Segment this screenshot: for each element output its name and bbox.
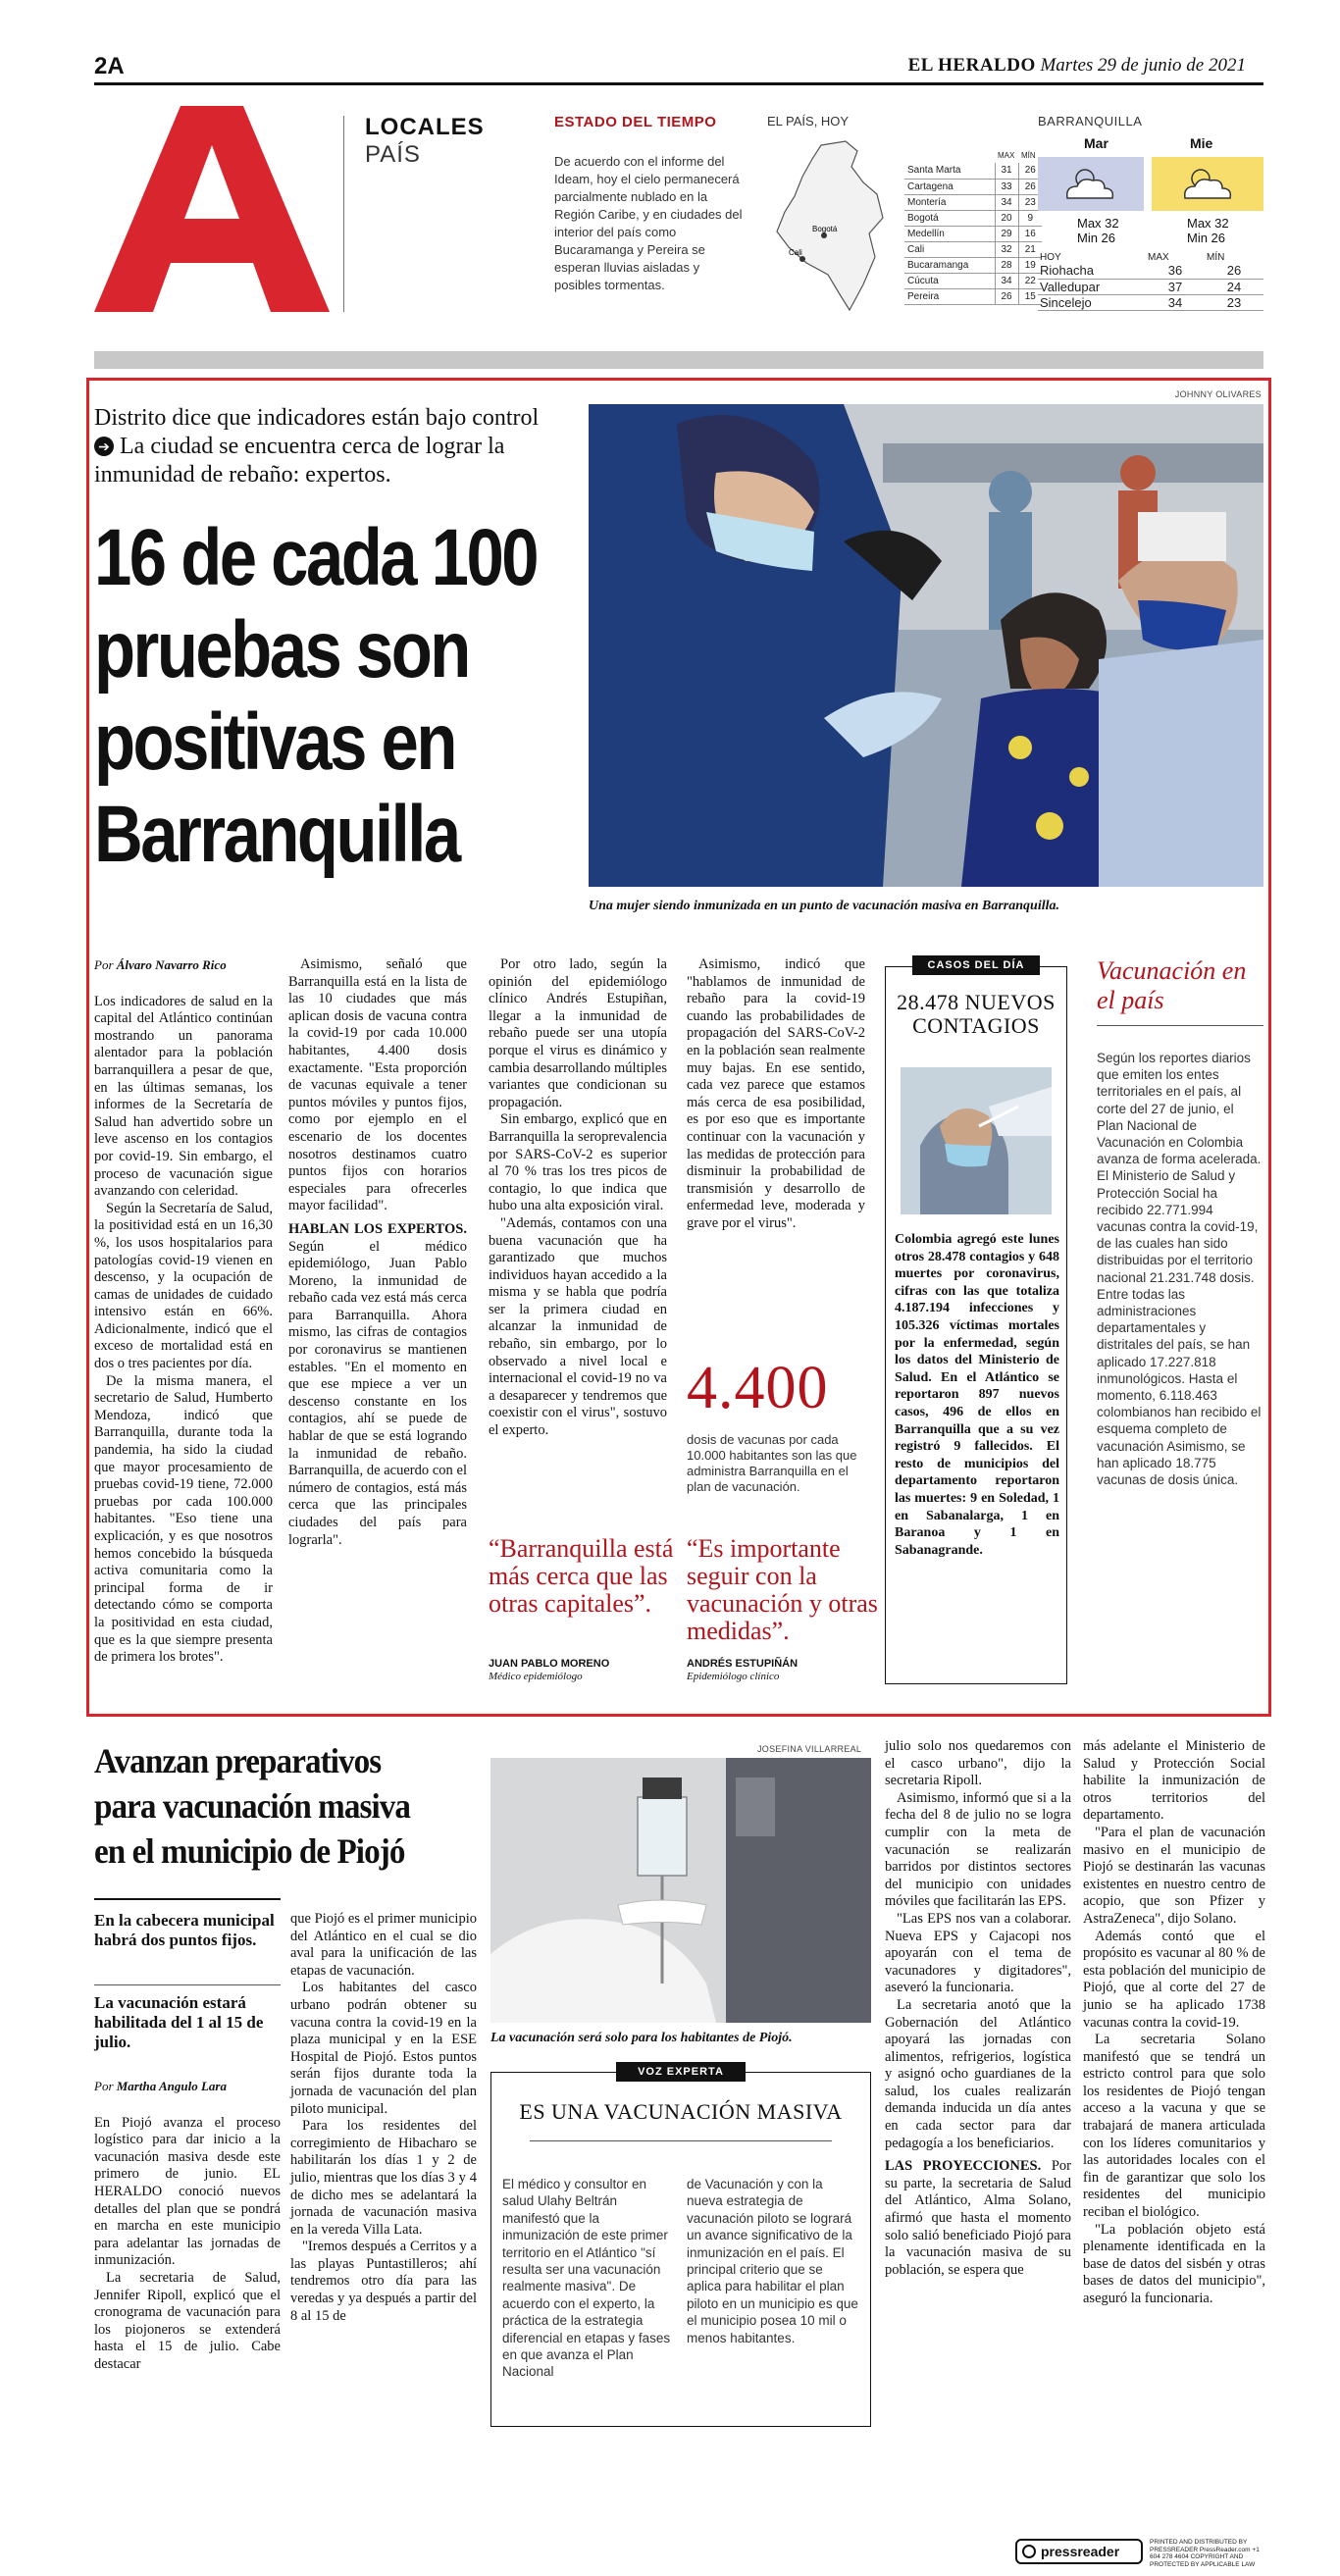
byline-prefix: Por	[94, 957, 114, 972]
byline	[94, 956, 273, 974]
day2-max: Max 32	[1187, 216, 1229, 231]
paragraph-lead: HABLAN LOS EXPERTOS.	[288, 1220, 467, 1237]
city-max: 37	[1146, 279, 1205, 294]
map-label-cali: Cali	[789, 248, 802, 257]
regional-weather-table	[1038, 251, 1263, 311]
city-min: 23	[1018, 194, 1042, 210]
table-row	[904, 257, 1042, 273]
day2-min: Min 26	[1187, 231, 1226, 245]
city-name: Cartagena	[904, 179, 995, 194]
paragraph: Los indicadores de salud en la capital del Atlántico continúan mostrando un panorama alentador para la población barranquillera a pesar de que, en las últimas semanas, los informes de la Secretaría de Salud han advertido sobre un leve ascenso en los contagios por covid-19. Sin embargo, el proceso de vacunación sigue avanzando con celeridad.	[94, 993, 273, 1200]
cases-box-text: Colombia agregó este lunes otros 28.478 contagios y 648 muertes por coronavirus, cifras con las que totaliza 4.187.194 infecciones y 105.326 víctimas mortales por la enfermedad, según los datos del Ministerio de Salud. En el Atlántico se reportaron 897 nuevos casos, 496 de ellos en Barranquilla que a su vez registró 9 fallecidos. El resto de municipios del departamento reportaron las muertes: 9 en Soledad, 1 en Sabanalarga, 1 en Baranoa y 1 en Sabanagrande.	[895, 1232, 1059, 1558]
table-row	[904, 194, 1042, 210]
footer-fine-print: PRINTED AND DISTRIBUTED BY PRESSREADER PressReader.com +1 604 278 4604 COPYRIGHT AND PROTECTED BY APPLICABLE LAW	[1150, 2539, 1260, 2568]
photo-credit: JOHNNY OLIVARES	[1174, 389, 1262, 399]
city-name: Cali	[904, 241, 995, 257]
expert-box-tag: VOZ EXPERTA	[616, 2062, 746, 2082]
paragraph: La secretaria de Salud, Jennifer Ripoll, explicó que el cronograma de vacunación para los piojoneros se extenderá hasta el 15 de julio. Cabe destacar	[94, 2269, 281, 2372]
paragraph: Asimismo, informó que si a la fecha del 8 de julio no se logra cumplir con la meta de vacunación se realizarán barridos por distintos sectores del municipio con unidades móviles que facilitarán las EPS.	[885, 1789, 1071, 1910]
paragraph: La secretaria Solano manifestó que se tendrá un estricto control para que solo los residentes de Piojó tengan acceso a la vacuna y que se trabajará de manera articulada con los líderes comunitarios y las autoridades locales con el fin de garantizar que solo los residentes del municipio reciban el biológico.	[1083, 2032, 1265, 2221]
city-min: 15	[1018, 288, 1042, 304]
section-letter-logo	[94, 106, 330, 312]
test-swab-photo	[901, 1067, 1052, 1214]
section-subname: PAÍS	[365, 141, 421, 168]
sidebar-text: Según los reportes diarios que emiten los entes territoriales en el país, al corte del 27 de junio, el Plan Nacional de Vacunación en Colombia avanza de forma acelerada. El Ministerio de Salud y Protección Social ha recibido 22.771.994 vacunas contra la covid-19, de las cuales han sido distribuidas por el territorio nacional 21.231.748 dosis. Entre todas las administraciones departamentales y distritales del país, se han aplicado 17.227.818 inmunológicos. Hasta el momento, 6.118.463 colombianos han recibido el esquema completo de vacunación Asimismo, se han aplicado 18.775 vacunas de dosis única.	[1097, 1051, 1262, 1488]
photo-credit: JOSEFINA VILLARREAL	[757, 1744, 862, 1754]
city-min: 24	[1205, 279, 1263, 294]
table-row	[1038, 279, 1263, 294]
city-min: 9	[1018, 210, 1042, 226]
city-weather-table	[904, 147, 1042, 305]
article-column	[94, 956, 273, 1667]
subhead-rule	[94, 1984, 281, 1985]
city-name: Sincelejo	[1038, 294, 1146, 310]
city-max: 29	[995, 226, 1018, 241]
paragraph	[288, 1221, 467, 1549]
city-min: 16	[1018, 226, 1042, 241]
subhead-rule	[94, 1898, 281, 1900]
quote-author: JUAN PABLO MORENO	[489, 1658, 610, 1670]
min-header: MÍN	[1021, 150, 1036, 160]
city-max: 31	[995, 163, 1018, 179]
expert-box-rule	[530, 2140, 832, 2141]
table-row	[904, 273, 1042, 288]
day1-min: Min 26	[1077, 231, 1116, 245]
paragraph: Sin embargo, explicó que en Barranquilla la seroprevalencia por SARS-CoV-2 es superior al 70 % tras los tres picos de contagio, lo que indica que hubo una alta exposición viral.	[489, 1111, 667, 1214]
top-rule	[94, 82, 1263, 85]
paragraph-lead: LAS PROYECCIONES.	[885, 2158, 1042, 2175]
colombia-map	[767, 137, 904, 314]
article-column	[489, 956, 667, 1440]
day1-max: Max 32	[1077, 216, 1119, 231]
city-name: Bucaramanga	[904, 257, 995, 273]
city-max: 28	[995, 257, 1018, 273]
article-column	[885, 1738, 1071, 2279]
vaccine-vial-photo	[490, 1758, 871, 2023]
page-number: 2A	[94, 53, 125, 79]
headline-line: 16 de cada 100	[94, 513, 538, 602]
barranquilla-weather-title: BARRANQUILLA	[1038, 114, 1143, 129]
pressreader-icon	[1022, 2545, 1036, 2558]
highlight-number-text: dosis de vacunas por cada 10.000 habitantes son las que administra Barranquilla en el plan de vacunación.	[687, 1432, 857, 1494]
weather-text: De acuerdo con el informe del Ideam, hoy el cielo permanecerá parcialmente nublado en la Región Caribe, y en ciudades del interior del país como Bucaramanga y Pereira se esperan lluvias aisladas y posibles tormentas.	[554, 154, 743, 292]
day1-weather-box	[1038, 157, 1144, 211]
map-label-bogota: Bogotá	[812, 225, 838, 233]
section-name: LOCALES	[365, 114, 485, 140]
pull-quote: “Barranquilla está más cerca que las otras capitales”.	[489, 1534, 674, 1618]
arrow-right-icon: ➔	[94, 437, 114, 456]
subhead: La vacunación estará habilitada del 1 al 15 de julio.	[94, 1993, 264, 2051]
city-min: 22	[1018, 273, 1042, 288]
expert-box-title: ES UNA VACUNACIÓN MASIVA	[519, 2099, 843, 2124]
partly-cloudy-icon	[1152, 157, 1263, 211]
city-name: Santa Marta	[904, 163, 995, 179]
city-max: 33	[995, 179, 1018, 194]
city-max: 32	[995, 241, 1018, 257]
city-min: 26	[1018, 163, 1042, 179]
city-max: 34	[995, 194, 1018, 210]
paragraph: Asimismo, señaló que Barranquilla está en la lista de las 10 ciudades que más aplican dosis de vacuna contra la covid-19 por cada 10.000 habitantes, 4.400 dosis exactamente. "Esta proporción de vacunas equivale a tener puntos móviles y puntos fijos, como por ejemplo en el escenario de los docentes nosotros destinamos cuatro puntos fijos con horarios especiales para ofrecerles mayor facilidad".	[288, 956, 467, 1214]
city-min: 26	[1205, 263, 1263, 279]
article-column	[288, 956, 467, 1549]
hoy-header: HOY	[1040, 251, 1061, 263]
paragraph: "Las EPS nos van a colaborar. Nueva EPS y Cajacopi nos apoyarán con el tema de vacunadores y digitadores", aseveró la funcionaria.	[885, 1910, 1071, 1996]
paragraph: Para los residentes del corregimiento de Hibacharo se habilitarán los días 1 y 2 de julio, mientras que los días 3 y 4 de dicho mes se adelantará la jornada de vacunación masiva en la vereda Villa Lata.	[290, 2118, 477, 2238]
paper-name: EL HERALDO	[907, 55, 1036, 76]
subhead: En la cabecera municipal habrá dos puntos fijos.	[94, 1911, 275, 1949]
kicker-lead: Distrito dice que indicadores están bajo control	[94, 405, 540, 431]
pressreader-logo[interactable]: pressreader	[1015, 2539, 1143, 2564]
paragraph-text: Por su parte, la secretaria de Salud del Atlántico, Alma Solano, afirmó que hasta el momento solo salió beneficiado Piojó para la vacunación masiva de su población, se espera que	[885, 2158, 1071, 2278]
city-min: 21	[1018, 241, 1042, 257]
paragraph: De la misma manera, el secretario de Salud, Humberto Mendoza, indicó que Barranquilla, durante toda la pandemia, ha sido la ciudad que mayor procesamiento de pruebas covid-19 tiene, 72.000 pruebas por cada 100.000 habitantes. "Eso tiene una explicación, y es que nosotros hemos concebido la búsqueda activa comunitaria como la principal forma de ir detectando cómo se comporta la positividad en esta ciudad, que es la que siempre presenta de primera los brotes".	[94, 1372, 273, 1666]
city-name: Valledupar	[1038, 279, 1146, 294]
headline-line: positivas en	[94, 697, 455, 787]
table-row	[904, 288, 1042, 304]
city-name: Montería	[904, 194, 995, 210]
max-header: MAX	[998, 150, 1015, 160]
city-min: 19	[1018, 257, 1042, 273]
city-max: 34	[995, 273, 1018, 288]
paragraph: julio solo nos quedaremos con el casco urbano", dijo la secretaria Ripoll.	[885, 1738, 1071, 1789]
article-column	[290, 1911, 477, 2325]
table-row	[1038, 263, 1263, 279]
headline-line: para vacunación masiva	[94, 1786, 411, 1826]
city-min: 26	[1018, 179, 1042, 194]
section-divider-bar	[94, 351, 1263, 369]
kicker-text: La ciudad se encuentra cerca de lograr la inmunidad de rebaño: expertos.	[94, 434, 505, 488]
table-row	[904, 226, 1042, 241]
byline-author: Álvaro Navarro Rico	[116, 957, 227, 972]
country-weather-title: EL PAÍS, HOY	[767, 114, 850, 129]
expert-box-text: de Vacunación y con la nueva estrategia de vacunación piloto se logrará un avance significativo de la inmunización en el país. El principal criterio que se aplica para habilitar el plan piloto en un municipio es que el municipio posea 10 mil o menos habitantes.	[687, 2177, 858, 2345]
city-name: Pereira	[904, 288, 995, 304]
cases-box-tag: CASOS DEL DÍA	[912, 955, 1040, 975]
paragraph	[885, 2158, 1071, 2279]
vaccination-photo	[589, 404, 1263, 887]
quote-author-role: Médico epidemiólogo	[489, 1671, 583, 1682]
paragraph-text: Según el médico epidemiólogo, Juan Pablo Moreno, la inmunidad de rebaño cada vez está más cerca para Barranquilla. Ahora mismo, las cifras de contagios por coronavirus se mantienen estables. "En el momento en que ese mpiece a ver un descenso constante en los contagios, ahí se puede de hablar de que se está logrando la inmunidad de rebaño. Barranquilla, de acuerdo con el número de contagios, está más cerca que las principales ciudades del país para lograrla".	[288, 1238, 467, 1548]
city-min: 23	[1205, 294, 1263, 310]
story-kicker	[94, 404, 555, 489]
paragraph: La secretaria anotó que la Gobernación del Atlántico apoyará las jornadas con alimentos, refrigerios, logística y asignó ocho guardianes de la salud, los cuales realizarán demanda inducida un día antes en cada sector para dar pedagogía a los beneficiarios.	[885, 1996, 1071, 2151]
max-header: MAX	[1148, 251, 1169, 263]
paragraph: "Iremos después a Cerritos y a las playas Puntastilleros; ahí tendremos otro día para las veredas y ya después a partir del 8 al 15 de	[290, 2239, 477, 2324]
paragraph: Los habitantes del casco urbano podrán obtener su vacuna contra la covid-19 en la plaza municipal y en la ESE Hospital de Piojó. Estos puntos serán fijos durante toda la jornada de vacunación del plan piloto municipal.	[290, 1980, 477, 2117]
city-name: Riohacha	[1038, 263, 1146, 279]
paragraph: Según la Secretaría de Salud, la positividad está en un 16,30 %, los usos hospitalarios para patologías covid-19 vienen en descenso, y la ocupación de camas de unidades de cuidado intensivo están en 66%. Adicionalmente, indicó que el exceso de mortalidad está en dos o tres pacientes por día.	[94, 1200, 273, 1372]
weather-title: ESTADO DEL TIEMPO	[554, 114, 717, 130]
photo-caption: La vacunación será solo para los habitantes de Piojó.	[490, 2031, 793, 2045]
day1-label: Mar	[1084, 135, 1108, 151]
quote-author: ANDRÉS ESTUPIÑÁN	[687, 1658, 799, 1670]
paragraph: que Piojó es el primer municipio del Atlántico en el cual se dio aval para la unificación de las etapas de vacunación.	[290, 1911, 477, 1979]
city-name: Bogotá	[904, 210, 995, 226]
photo-caption: Una mujer siendo inmunizada en un punto de vacunación masiva en Barranquilla.	[589, 899, 1059, 913]
quote-author-role: Epidemiólogo clínico	[687, 1671, 780, 1682]
masthead	[908, 55, 1246, 77]
story-headline	[94, 512, 538, 881]
city-max: 26	[995, 288, 1018, 304]
city-max: 34	[1146, 294, 1205, 310]
headline-line: Barranquilla	[94, 790, 459, 879]
paragraph: "Para el plan de vacunación masivo en el municipio de Piojó se destinarán las vacunas existentes en nuestro centro de acopio, que son Pfizer y AstraZeneca", dijo Solano.	[1083, 1824, 1265, 1927]
city-max: 36	[1146, 263, 1205, 279]
table-row	[904, 241, 1042, 257]
paragraph: Asimismo, indicó que "hablamos de inmunidad de rebaño para la covid-19 cuando las probabilidades de propagación del SARS-CoV-2 en la población sean realmente muy bajas. En ese sentido, cada vez parece que estamos más cerca de esa posibilidad, es por eso que es importante continuar con la vacunación y las medidas de protección para disminuir la probabilidad de transmisión y desarrollo de enfermedad leve, moderada y grave por el virus".	[687, 956, 865, 1231]
story2-headline	[94, 1738, 455, 1874]
cloud-icon	[1038, 157, 1144, 211]
highlight-number: 4.400	[687, 1355, 829, 1421]
paragraph: "Además, contamos con una buena vacunación que ha garantizado que muchos individuos hayan accedido a la misma y se habla que podría ser la primera ciudad en alcanzar la inmunidad de rebaño, sin embargo, por lo observado a nivel local e internacional el covid-19 no va a desaparecer y tendremos que coexistir con el virus", sostuvo el experto.	[489, 1214, 667, 1439]
paragraph: Por otro lado, según la opinión del epidemiólogo clínico Andrés Estupiñan, llegar a la inmunidad de rebaño puede ser una utopía porque el virus es dinámico y cambia desarrollando múltiples variantes que condicionan su propagación.	[489, 956, 668, 1110]
article-column	[94, 2078, 281, 2374]
city-header	[904, 147, 995, 163]
table-row	[904, 179, 1042, 194]
table-row	[904, 163, 1042, 179]
headline-line: pruebas son	[94, 605, 469, 695]
issue-date: Martes 29 de junio de 2021	[1040, 55, 1246, 76]
byline-author: Martha Angulo Lara	[116, 2079, 227, 2093]
paragraph: En Piojó avanza el proceso logístico para dar inicio a la vacunación masiva desde este primero de junio. EL HERALDO conoció nuevos detalles del plan que se pondrá en marcha en este municipio para adelantar las jornadas de inmunización.	[94, 2114, 281, 2269]
table-row	[1038, 294, 1263, 310]
paragraph: más adelante el Ministerio de Salud y Protección Social habilite la inmunización de otros territorios del departamento.	[1083, 1738, 1265, 1824]
headline-line: en el municipio de Piojó	[94, 1831, 405, 1871]
article-column	[1083, 1738, 1265, 2308]
byline-prefix: Por	[94, 2079, 114, 2093]
sidebar-title: Vacunación en el país	[1097, 956, 1247, 1014]
pull-quote: “Es importante seguir con la vacunación y otras medidas”.	[687, 1534, 878, 1645]
section-divider	[343, 116, 344, 312]
city-name: Medellín	[904, 226, 995, 241]
article-column	[687, 956, 865, 1233]
city-name: Cúcuta	[904, 273, 995, 288]
day2-label: Mie	[1190, 135, 1213, 151]
expert-box-text: El médico y consultor en salud Ulahy Beltrán manifestó que la inmunización de este primer territorio en el Atlántico "sí resulta ser una vacunación realmente masiva". De acuerdo con el experto, la práctica de la estrategia diferencial en etapas y fases en que avanza el Plan Nacional	[502, 2177, 671, 2380]
day2-weather-box	[1152, 157, 1263, 211]
table-row	[904, 210, 1042, 226]
headline-line: Avanzan preparativos	[94, 1741, 382, 1780]
cases-box-title: 28.478 NUEVOS CONTAGIOS	[897, 990, 1056, 1038]
paragraph: "La población objeto está plenamente identificada en la base de datos del sisbén y otras bases de datos del municipio", aseguró la funcionaria.	[1083, 2221, 1265, 2306]
byline	[94, 2078, 281, 2095]
min-header: MÍN	[1207, 251, 1225, 263]
sidebar-rule	[1097, 1025, 1263, 1026]
city-max: 20	[995, 210, 1018, 226]
paragraph: Además contó que el propósito es vacunar al 80 % de esta población del municipio de Piojó, que al corte del 27 de junio se ha aplicado 1738 vacunas contra la covid-19.	[1083, 1928, 1265, 2031]
